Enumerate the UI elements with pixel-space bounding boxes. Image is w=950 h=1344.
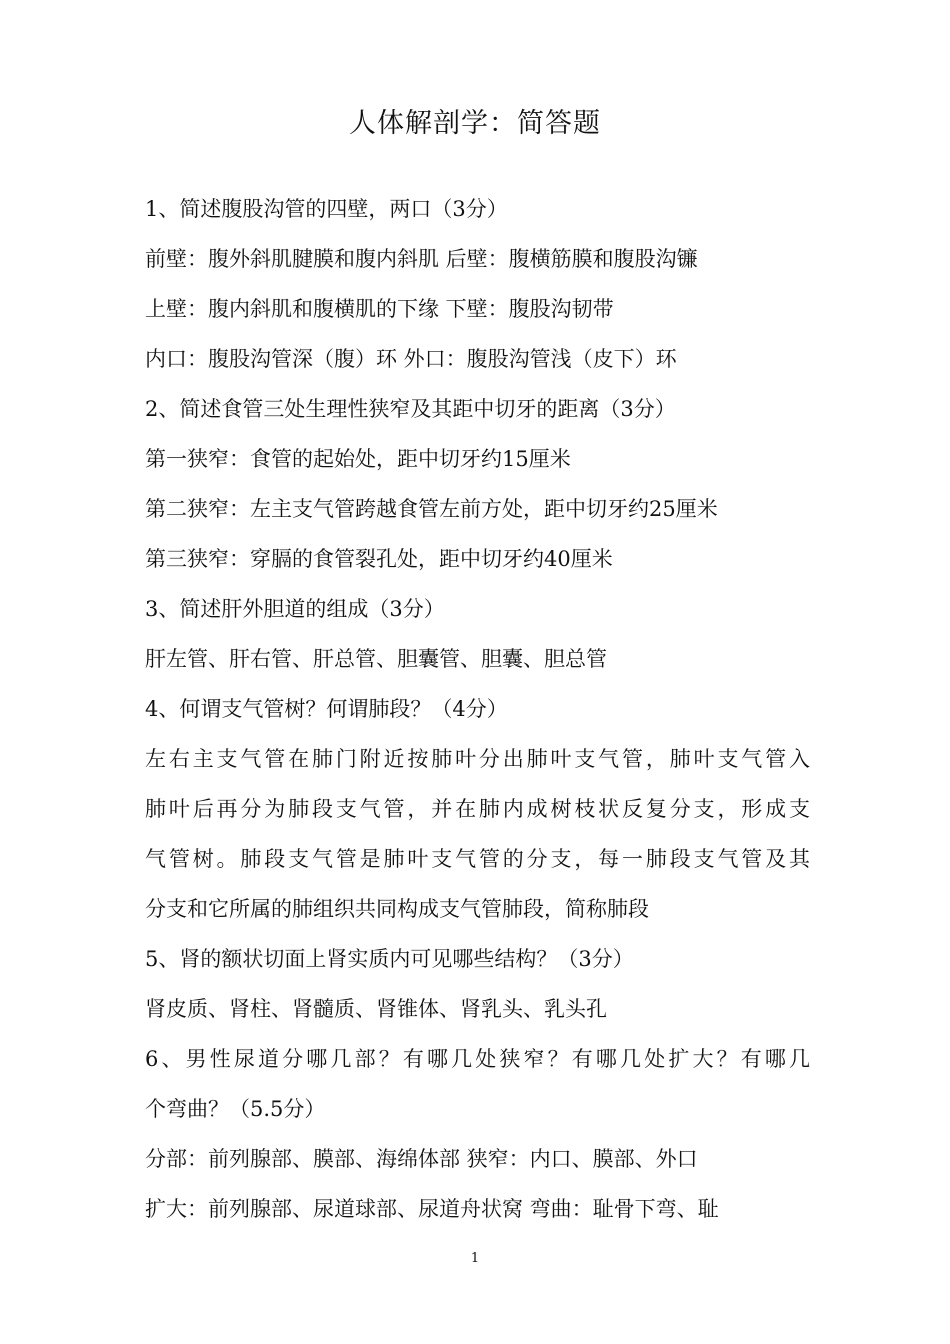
answer-6-line-1: 分部：前列腺部、膜部、海绵体部 狭窄：内口、膜部、外口	[145, 1147, 698, 1171]
answer-4-line-1: 左右主支气管在肺门附近按肺叶分出肺叶支气管，肺叶支气管入	[145, 747, 810, 771]
question-6-line-2: 个弯曲？（5.5分）	[145, 1097, 326, 1121]
document-body	[145, 184, 810, 1234]
page-number: 1	[470, 1251, 480, 1266]
question-1: 1、简述腹股沟管的四壁，两口（3分）	[145, 197, 508, 221]
answer-6-line-2: 扩大：前列腺部、尿道球部、尿道舟状窝 弯曲：耻骨下弯、耻	[145, 1197, 719, 1221]
answer-2-line-3: 第三狭窄：穿膈的食管裂孔处，距中切牙约40厘米	[145, 547, 613, 571]
answer-1-line-1: 前壁：腹外斜肌腱膜和腹内斜肌 后壁：腹横筋膜和腹股沟镰	[145, 247, 698, 271]
question-3: 3、简述肝外胆道的组成（3分）	[145, 597, 445, 621]
answer-4-line-4: 分支和它所属的肺组织共同构成支气管肺段，简称肺段	[145, 897, 649, 921]
answer-2-line-1: 第一狭窄：食管的起始处，距中切牙约15厘米	[145, 447, 571, 471]
question-6-line-1: 6、男性尿道分哪几部？有哪几处狭窄？有哪几处扩大？有哪几	[145, 1047, 810, 1071]
question-4: 4、何谓支气管树？何谓肺段？（4分）	[145, 697, 508, 721]
question-5: 5、肾的额状切面上肾实质内可见哪些结构？（3分）	[145, 947, 634, 971]
answer-1-line-2: 上壁：腹内斜肌和腹横肌的下缘 下壁：腹股沟韧带	[145, 297, 614, 321]
page-title: 人体解剖学：简答题	[349, 108, 601, 139]
answer-3-line-1: 肝左管、肝右管、肝总管、胆囊管、胆囊、胆总管	[145, 647, 607, 671]
answer-2-line-2: 第二狭窄：左主支气管跨越食管左前方处，距中切牙约25厘米	[145, 497, 718, 521]
answer-5-line-1: 肾皮质、肾柱、肾髓质、肾锥体、肾乳头、乳头孔	[145, 997, 607, 1021]
question-2: 2、简述食管三处生理性狭窄及其距中切牙的距离（3分）	[145, 397, 676, 421]
answer-4-line-2: 肺叶后再分为肺段支气管，并在肺内成树枝状反复分支，形成支	[145, 797, 810, 821]
answer-4-line-3: 气管树。肺段支气管是肺叶支气管的分支，每一肺段支气管及其	[145, 847, 810, 871]
answer-1-line-3: 内口：腹股沟管深（腹）环 外口：腹股沟管浅（皮下）环	[145, 347, 677, 371]
